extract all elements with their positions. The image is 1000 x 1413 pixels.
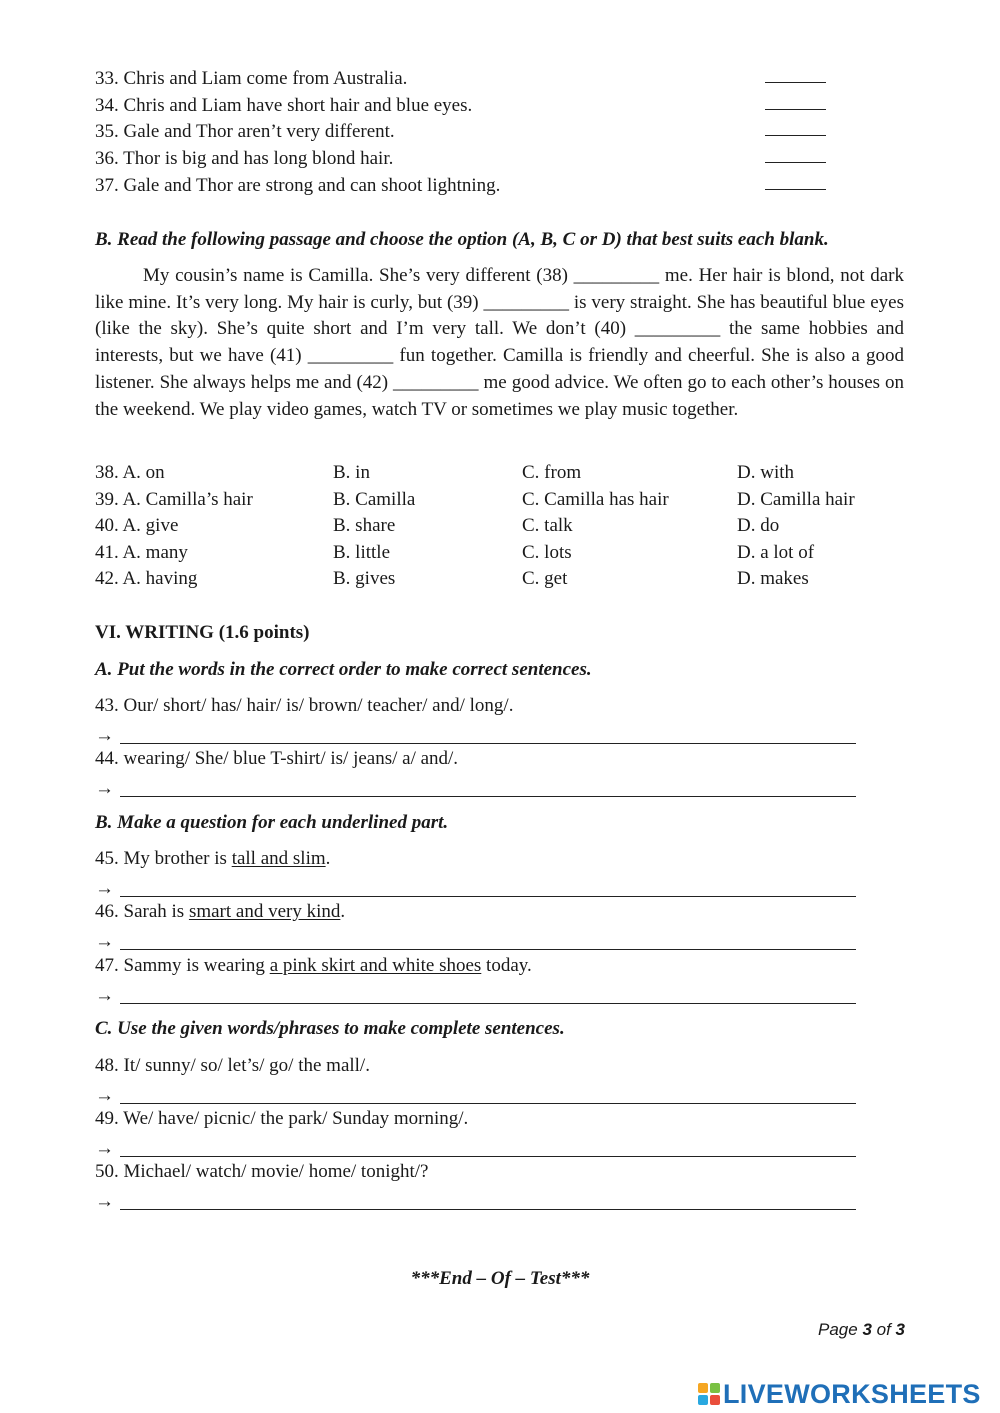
answer-rule (120, 796, 856, 797)
answer-blank-36[interactable] (765, 162, 826, 163)
section-c-heading: C. Use the given words/phrases to make complete sentences. (95, 1018, 565, 1039)
logo-text: LIVEWORKSHEETS (723, 1378, 981, 1409)
question-41-options (95, 542, 904, 568)
question-42-options (95, 568, 904, 594)
answer-line-43[interactable] (95, 725, 856, 747)
answer-rule (120, 743, 856, 744)
question-48: 48. It/ sunny/ so/ let’s/ go/ the mall/. (95, 1055, 370, 1076)
answer-line-47[interactable] (95, 985, 856, 1007)
answer-rule (120, 1003, 856, 1004)
statement-text: 37. Gale and Thor are strong and can shoot lightning. (95, 175, 501, 196)
question-47 (95, 955, 532, 977)
reading-heading: B. Read the following passage and choose the option (A, B, C or D) that best suits each blank. (95, 229, 829, 250)
arrow-icon: → (95, 725, 114, 746)
question-text: 46. Sarah is (95, 901, 189, 922)
logo-mark-icon (698, 1383, 720, 1405)
option-c[interactable]: C. get (522, 568, 568, 589)
passage-text: My cousin’s name is Camilla. She’s very different (38) _________ me. Her hair is blond, not dark like mine. It’s very long. My hair is curly, but (39) _________ is very straight. She has beautiful blue eyes (like the sky). She’s quite short and I’m very tall. We don’t (40) _________ the same hobbies and interests, but we have (41) _________ fun together. Camilla is friendly and cheerful. She is also a good listener. She always helps me and (42) _________ me good advice. We often go to each other’s houses on the weekend. We play video games, watch TV or sometimes we play music together. (95, 265, 904, 420)
statement-text: 35. Gale and Thor aren’t very different. (95, 121, 395, 142)
option-c[interactable]: C. from (522, 462, 582, 483)
option-a[interactable]: 39. A. Camilla’s hair (95, 489, 253, 510)
option-d[interactable]: D. a lot of (737, 542, 815, 563)
answer-line-46[interactable] (95, 931, 856, 953)
underlined-part: smart and very kind (188, 901, 341, 922)
writing-title: VI. WRITING (1.6 points) (95, 622, 310, 643)
section-b-heading: B. Make a question for each underlined part. (95, 812, 449, 833)
answer-line-49[interactable] (95, 1138, 856, 1160)
question-40-options (95, 515, 904, 541)
answer-rule (120, 896, 856, 897)
option-d[interactable]: D. do (737, 515, 780, 536)
option-a[interactable]: 41. A. many (95, 542, 188, 563)
page-middle: of (871, 1320, 896, 1339)
answer-rule (120, 949, 856, 950)
underlined-part: a pink skirt and white shoes (269, 955, 482, 976)
page-total: 3 (895, 1320, 905, 1339)
question-text-end: . (325, 848, 331, 869)
statement-35 (95, 121, 826, 147)
question-49: 49. We/ have/ picnic/ the park/ Sunday morning/. (95, 1108, 469, 1129)
answer-line-44[interactable] (95, 778, 856, 800)
option-d[interactable]: D. Camilla hair (737, 489, 855, 510)
question-45 (95, 848, 330, 870)
statement-text: 34. Chris and Liam have short hair and blue eyes. (95, 95, 473, 116)
arrow-icon: → (95, 1191, 114, 1212)
option-c[interactable]: C. talk (522, 515, 573, 536)
question-text: 45. My brother is (95, 848, 232, 869)
arrow-icon: → (95, 778, 114, 799)
question-43: 43. Our/ short/ has/ hair/ is/ brown/ teacher/ and/ long/. (95, 695, 514, 716)
answer-blank-35[interactable] (765, 135, 826, 136)
answer-line-48[interactable] (95, 1085, 856, 1107)
option-a[interactable]: 42. A. having (95, 568, 198, 589)
answer-rule (120, 1103, 856, 1104)
answer-blank-37[interactable] (765, 189, 826, 190)
arrow-icon: → (95, 878, 114, 899)
option-b[interactable]: B. Camilla (333, 489, 416, 510)
option-c[interactable]: C. Camilla has hair (522, 489, 669, 510)
statement-37 (95, 175, 826, 201)
statement-text: 33. Chris and Liam come from Australia. (95, 68, 408, 89)
option-d[interactable]: D. makes (737, 568, 809, 589)
arrow-icon: → (95, 931, 114, 952)
question-50: 50. Michael/ watch/ movie/ home/ tonight/? (95, 1161, 429, 1182)
answer-line-50[interactable] (95, 1191, 856, 1213)
question-44: 44. wearing/ She/ blue T-shirt/ is/ jeans/ a/ and/. (95, 748, 459, 769)
reading-passage (95, 263, 904, 423)
answer-blank-34[interactable] (765, 109, 826, 110)
liveworksheets-logo[interactable] (698, 1378, 981, 1410)
page-current: 3 (862, 1320, 872, 1339)
option-b[interactable]: B. in (333, 462, 370, 483)
answer-rule (120, 1156, 856, 1157)
option-b[interactable]: B. little (333, 542, 390, 563)
page-number (790, 1320, 905, 1340)
option-a[interactable]: 38. A. on (95, 462, 165, 483)
statement-text: 36. Thor is big and has long blond hair. (95, 148, 394, 169)
question-text-end: today. (481, 955, 532, 976)
answer-blank-33[interactable] (765, 82, 826, 83)
option-c[interactable]: C. lots (522, 542, 572, 563)
question-39-options (95, 489, 904, 515)
answer-line-45[interactable] (95, 878, 856, 900)
arrow-icon: → (95, 1085, 114, 1106)
option-b[interactable]: B. share (333, 515, 396, 536)
end-of-test: ***End – Of – Test*** (410, 1268, 590, 1289)
arrow-icon: → (95, 1138, 114, 1159)
statement-34 (95, 95, 826, 121)
answer-rule (120, 1209, 856, 1210)
option-b[interactable]: B. gives (333, 568, 396, 589)
question-text-end: . (340, 901, 346, 922)
statement-33 (95, 68, 826, 94)
arrow-icon: → (95, 985, 114, 1006)
question-38-options (95, 462, 904, 488)
option-d[interactable]: D. with (737, 462, 794, 483)
option-a[interactable]: 40. A. give (95, 515, 179, 536)
page-prefix: Page (818, 1320, 863, 1339)
statement-36 (95, 148, 826, 174)
section-a-heading: A. Put the words in the correct order to make correct sentences. (95, 659, 592, 680)
question-text: 47. Sammy is wearing (95, 955, 270, 976)
question-46 (95, 901, 345, 923)
underlined-part: tall and slim (231, 848, 326, 869)
